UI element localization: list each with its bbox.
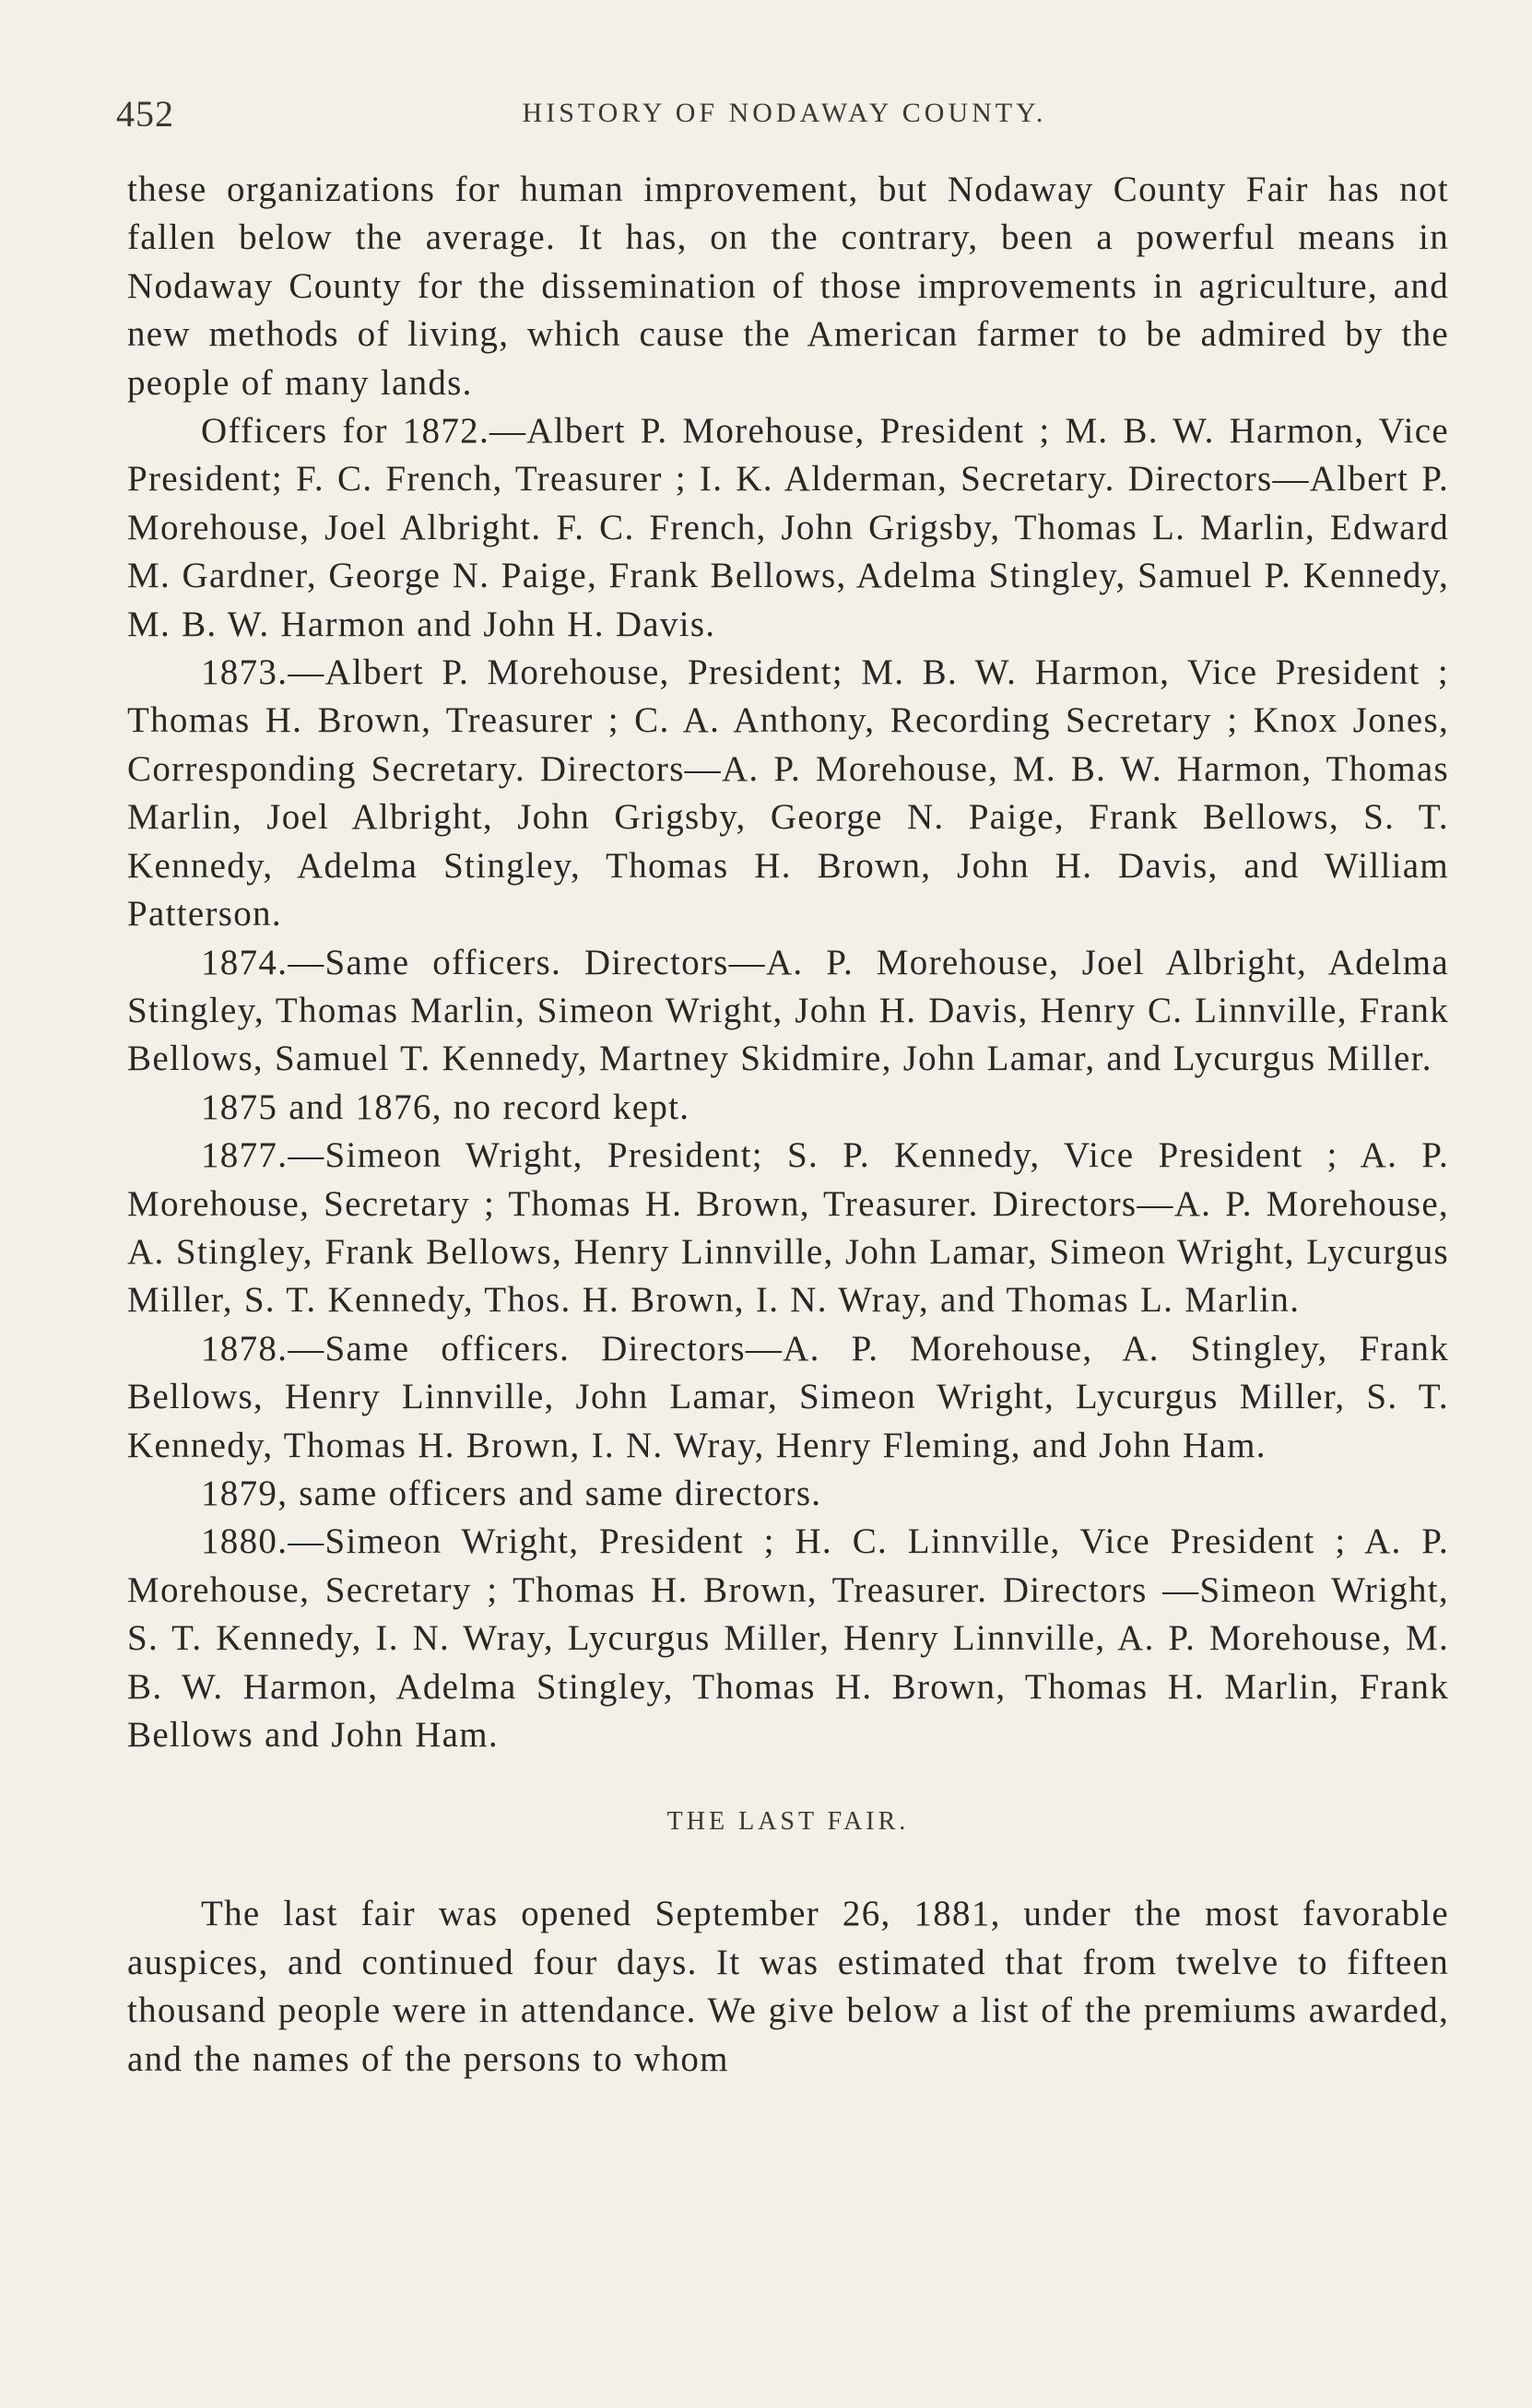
section-heading: THE LAST FAIR. [666,1807,910,1837]
paragraph-continuation: these organizations for human improvement, but Nodaway County Fair has not fallen below the average. It has, on the contrary, been a powerful means in Nodaway County for the dissemination of those improvements in agriculture, and new methods of living, which cause the American farmer to be admired by the people of many lands. [127,170,1449,403]
paragraph-1879: 1879, same officers and same directors. [201,1473,822,1513]
paragraph-officers-1878: 1878.—Same officers. Directors—A. P. Morehouse, A. Stingley, Frank Bellows, Henry Linnville, John Lamar, Simeon Wright, Lycurgus Miller, S. T. Kennedy, Thomas H. Brown, I. N. Wray, Henry Fleming, and John Ham. [127,1328,1449,1465]
paragraph-officers-1874: 1874.—Same officers. Directors—A. P. Morehouse, Joel Albright, Adelma Stingley, Thomas Marlin, Simeon Wright, John H. Davis, Henry C. Linnville, Frank Bellows, Samuel T. Kennedy, Martney Skidmire, John Lamar, and Lycurgus Miller. [127,942,1449,1079]
paragraph-officers-1877: 1877.—Simeon Wright, President; S. P. Kennedy, Vice President ; A. P. Morehouse, Secretary ; Thomas H. Brown, Treasurer. Directors—A. P. Morehouse, A. Stingley, Frank Bellows, Henry Linnville, John Lamar, Simeon Wright, Lycurgus Miller, S. T. Kennedy, Thos. H. Brown, I. N. Wray, and Thomas L. Marlin. [127,1135,1449,1321]
running-head: HISTORY OF NODAWAY COUNTY. [522,98,1047,128]
paragraph-officers-1880: 1880.—Simeon Wright, President ; H. C. Linnville, Vice President ; A. P. Morehouse, Secretary ; Thomas H. Brown, Treasurer. Directors —Simeon Wright, S. T. Kennedy, I. N. Wray, Lycurgus Miller, Henry Linnville, A. P. Morehouse, M. B. W. Harmon, Adelma Stingley, Thomas H. Brown, Thomas H. Marlin, Frank Bellows and John Ham. [127,1521,1449,1755]
page-number: 452 [116,93,174,135]
paragraph-last-fair: The last fair was opened September 26, 1881, under the most favorable auspices, and continued four days. It was estimated that from twelve to fifteen thousand people were in attendance. We give below a list of the premiums awarded, and the names of the persons to whom [127,1894,1449,2079]
paragraph-officers-1872: Officers for 1872.—Albert P. Morehouse, President ; M. B. W. Harmon, Vice President; F. C. French, Treasurer ; I. K. Alderman, Secretary. Directors—Albert P. Morehouse, Joel Albright. F. C. French, John Grigsby, Thomas L. Marlin, Edward M. Gardner, George N. Paige, Frank Bellows, Adelma Stingley, Samuel P. Kennedy, M. B. W. Harmon and John H. Davis. [127,411,1449,644]
body-text [127,166,1449,2084]
paragraph-1875-1876: 1875 and 1876, no record kept. [201,1087,690,1127]
page-header [116,92,1453,147]
paragraph-officers-1873: 1873.—Albert P. Morehouse, President; M. B. W. Harmon, Vice President ; Thomas H. Brown, Treasurer ; C. A. Anthony, Recording Secretary ; Knox Jones, Corresponding Secretary. Directors—A. P. Morehouse, M. B. W. Harmon, Thomas Marlin, Joel Albright, John Grigsby, George N. Paige, Frank Bellows, S. T. Kennedy, Adelma Stingley, Thomas H. Brown, John H. Davis, and William Patterson. [127,652,1449,934]
